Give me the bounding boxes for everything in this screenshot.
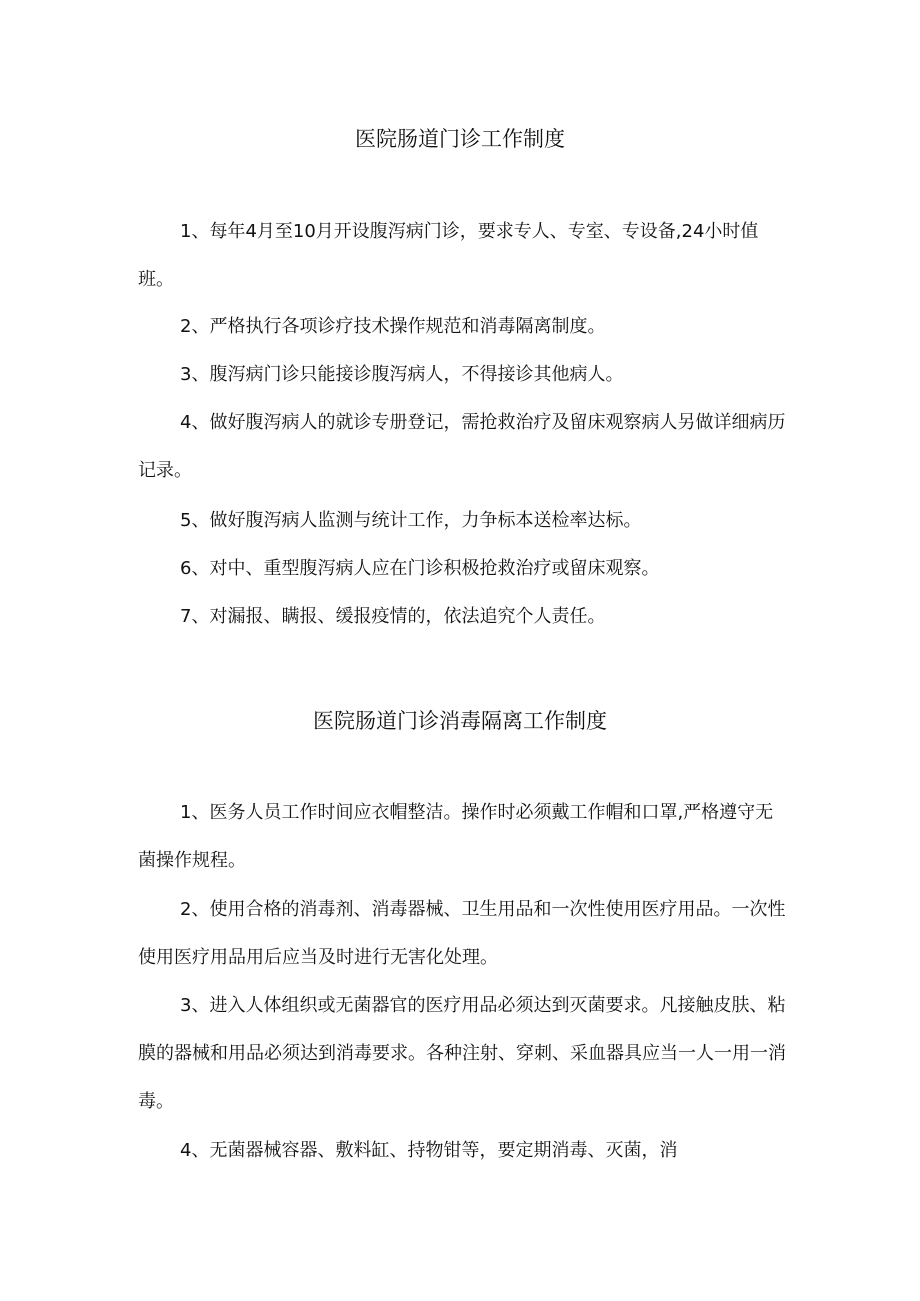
section-1-title: 医院肠道门诊工作制度	[355, 127, 565, 151]
section-2-paragraph-3: 3、进入人体组织或无菌器官的医疗用品必须达到灭菌要求。凡接触皮肤、粘膜的器械和用品必须达到消毒要求。各种注射、穿刺、采血器具应当一人一用一消毒。	[138, 995, 786, 1112]
section-1-paragraph-6: 6、对中、重型腹泻病人应在门诊积极抢救治疗或留床观察。	[180, 558, 660, 579]
section-1-paragraph-3: 3、腹泻病门诊只能接诊腹泻病人，不得接诊其他病人。	[180, 364, 624, 385]
section-1-paragraph-7: 7、对漏报、瞒报、缓报疫情的，依法追究个人责任。	[180, 606, 606, 627]
section-2-paragraph-4: 4、无菌器械容器、敷料缸、持物钳等，要定期消毒、灭菌，消	[180, 1140, 678, 1161]
section-2-paragraph-2: 2、使用合格的消毒剂、消毒器械、卫生用品和一次性使用医疗用品。一次性使用医疗用品用后应当及时进行无害化处理。	[138, 899, 786, 968]
section-1-paragraph-2: 2、严格执行各项诊疗技术操作规范和消毒隔离制度。	[180, 316, 606, 337]
section-2-paragraph-1: 1、医务人员工作时间应衣帽整洁。操作时必须戴工作帽和口罩,严格遵守无菌操作规程。	[138, 802, 774, 871]
section-2-title: 医院肠道门诊消毒隔离工作制度	[313, 709, 607, 733]
section-1-paragraph-4: 4、做好腹泻病人的就诊专册登记，需抢救治疗及留床观察病人另做详细病历记录。	[138, 412, 786, 481]
section-1-paragraph-5: 5、做好腹泻病人监测与统计工作，力争标本送检率达标。	[180, 510, 642, 531]
section-1-paragraph-1: 1、每年4月至10月开设腹泻病门诊，要求专人、专室、专设备,24小时值班。	[138, 221, 759, 290]
